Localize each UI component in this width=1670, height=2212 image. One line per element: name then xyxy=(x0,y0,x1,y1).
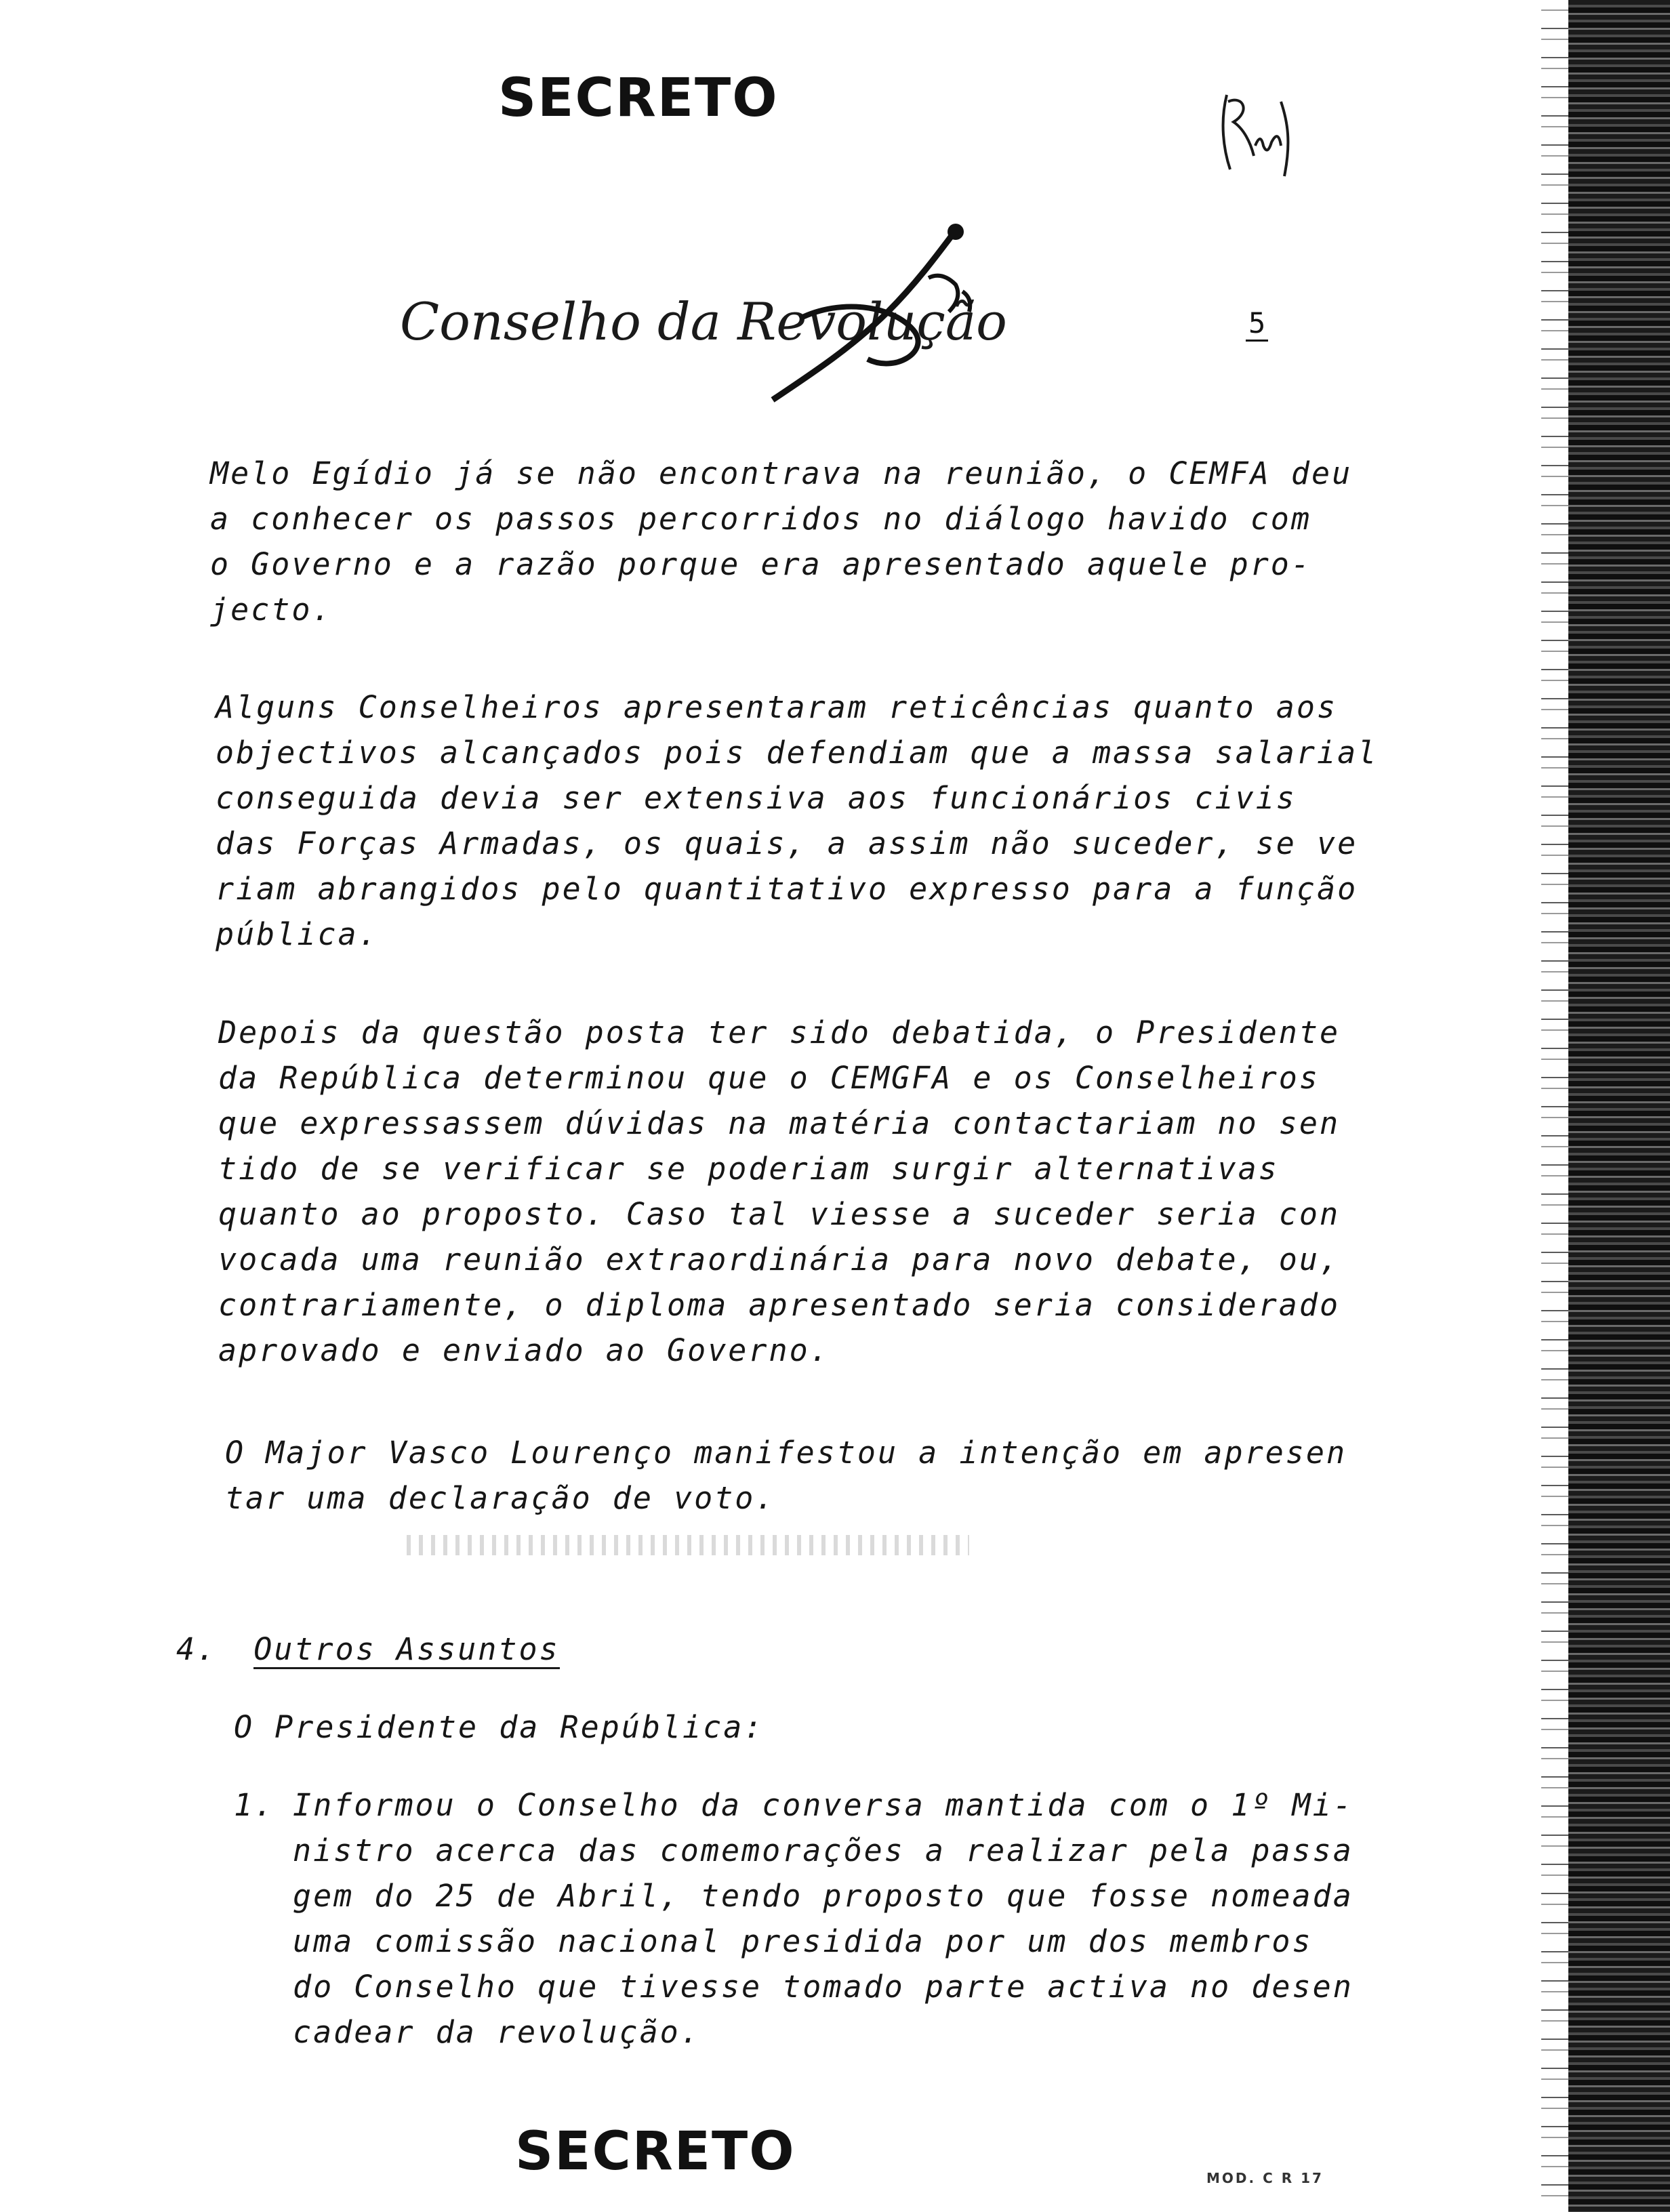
bottom-secret-stamp: SECRETO xyxy=(515,2121,796,2182)
text-line: tido de se verificar se poderiam surgir alternativas xyxy=(218,1151,1279,1187)
section-heading xyxy=(176,1626,560,1672)
text-line: Depois da questão posta ter sido debatida, o Presidente xyxy=(218,1015,1341,1050)
text-line: das Forças Armadas, os quais, a assim não suceder, se ve xyxy=(216,825,1358,861)
paragraph-2 xyxy=(216,684,1378,957)
text-line: Alguns Conselheiros apresentaram reticências quanto aos xyxy=(216,689,1338,725)
section-subheading: O Presidente da República: xyxy=(234,1709,765,1745)
text-line: objectivos alcançados pois defendiam que a massa salarial xyxy=(216,735,1379,771)
text-line: nistro acerca das comemorações a realizar pela passa xyxy=(293,1832,1353,1868)
paragraph-3 xyxy=(218,1010,1340,1373)
text-line: a conhecer os passos percorridos no diálogo havido com xyxy=(210,501,1311,537)
text-line: conseguida devia ser extensiva aos funcionários civis xyxy=(216,780,1297,816)
text-line: tar uma declaração de voto. xyxy=(225,1480,776,1516)
text-line: vocada uma reunião extraordinária para novo debate, ou, xyxy=(218,1242,1341,1277)
ink-smudge xyxy=(407,1535,969,1555)
item-number: 1. xyxy=(234,1787,275,1823)
section-title: Outros Assuntos xyxy=(253,1631,559,1669)
text-line: do Conselho que tivesse tomado parte activa no desen xyxy=(293,1969,1353,2005)
text-line: Informou o Conselho da conversa mantida com o 1º Mi- xyxy=(293,1787,1353,1823)
council-header-title: Conselho da Revolução xyxy=(400,291,1007,352)
section-number: 4. xyxy=(176,1631,218,1667)
binder-edge xyxy=(1568,0,1670,2212)
text-line: que expressassem dúvidas na matéria contactariam no sen xyxy=(218,1105,1341,1141)
text-line: o Governo e a razão porque era apresentado aquele pro- xyxy=(210,546,1311,582)
binder-margin xyxy=(1541,0,1568,2212)
text-line: contrariamente, o diploma apresentado seria considerado xyxy=(218,1287,1341,1323)
paragraph-4 xyxy=(225,1430,1347,1521)
page-number: 5 xyxy=(1246,306,1268,342)
text-line: O Major Vasco Lourenço manifestou a intenção em apresen xyxy=(225,1435,1347,1471)
paragraph-1 xyxy=(210,451,1352,632)
text-line: jecto. xyxy=(210,592,333,628)
text-line: cadear da revolução. xyxy=(293,2014,701,2050)
text-line: da República determinou que o CEMGFA e os Conselheiros xyxy=(218,1060,1320,1096)
handwritten-initials-signature xyxy=(1213,81,1308,183)
top-secret-stamp: SECRETO xyxy=(498,68,779,129)
text-line: aprovado e enviado ao Governo. xyxy=(218,1332,830,1368)
item-1-text xyxy=(293,1782,1353,2055)
text-line: riam abrangidos pelo quantitativo expresso para a função xyxy=(216,871,1358,907)
text-line: Melo Egídio já se não encontrava na reunião, o CEMFA deu xyxy=(210,455,1353,491)
text-line: quanto ao proposto. Caso tal viesse a suceder seria con xyxy=(218,1196,1341,1232)
text-line: uma comissão nacional presidida por um dos membros xyxy=(293,1923,1313,1959)
signature-flourish xyxy=(759,217,1023,413)
form-code: MOD. C R 17 xyxy=(1206,2170,1324,2186)
text-line: gem do 25 de Abril, tendo proposto que fosse nomeada xyxy=(293,1878,1353,1914)
text-line: pública. xyxy=(216,916,379,952)
